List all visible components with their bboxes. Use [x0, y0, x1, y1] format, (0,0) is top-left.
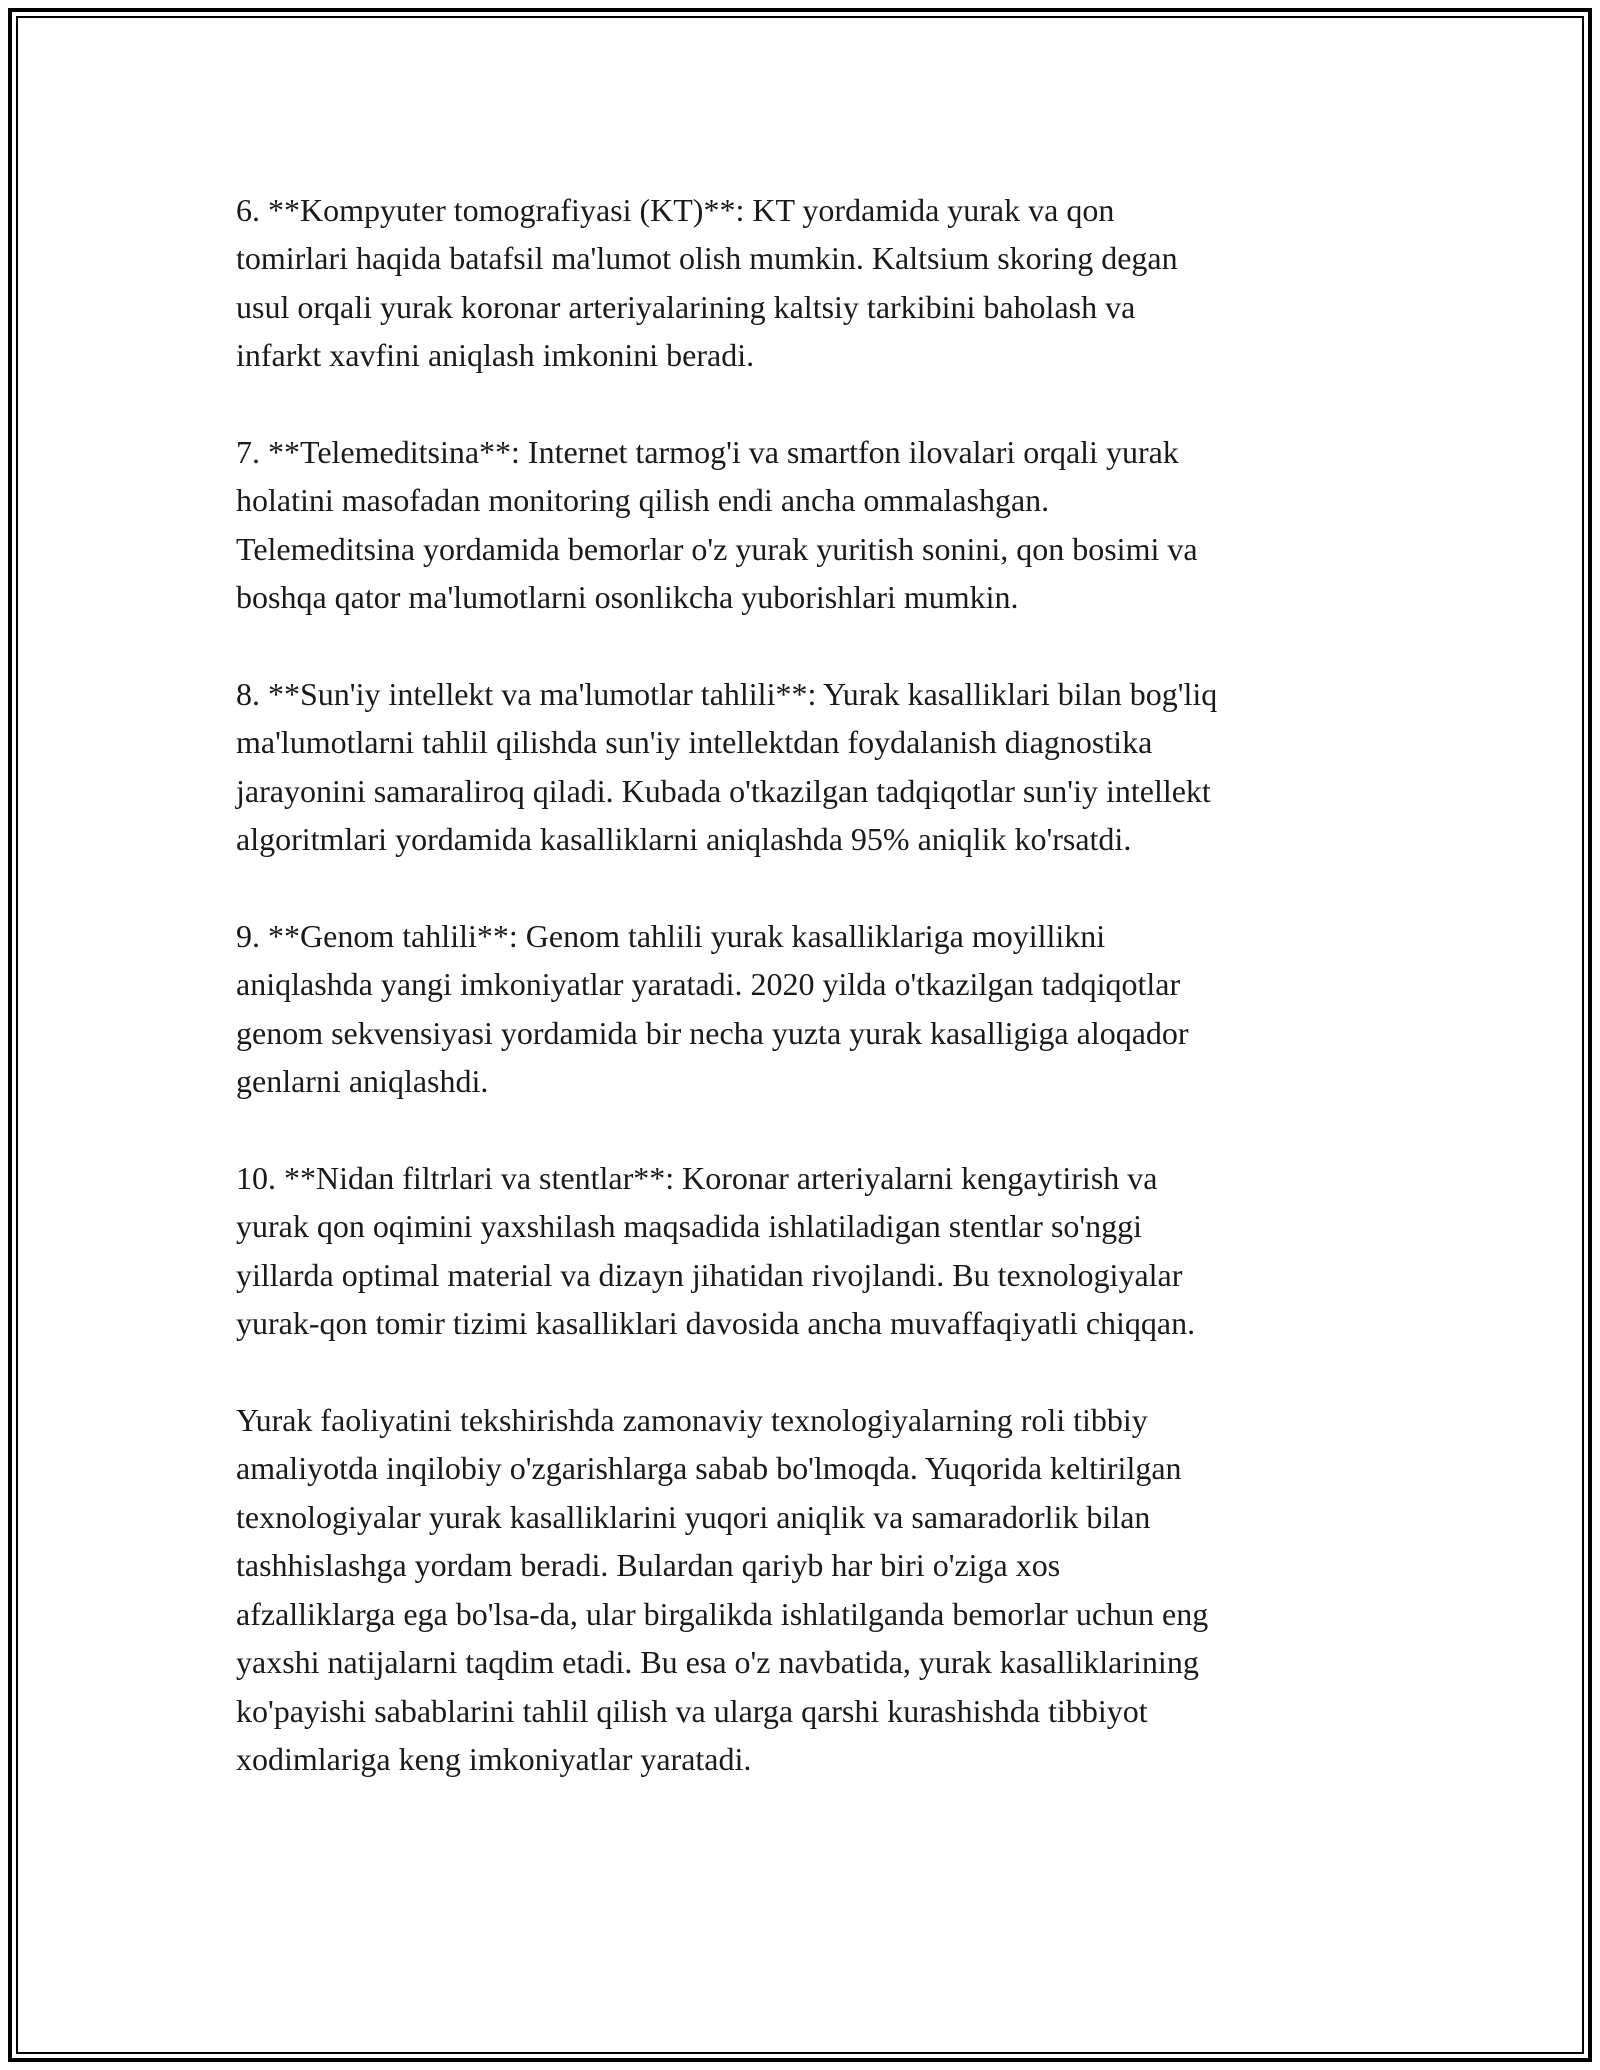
- paragraph-conclusion: Yurak faoliyatini tekshirishda zamonaviy texnologiyalarning roli tibbiy amaliyotda inqilobiy o'zgarishlarga sabab bo'lmoqda. Yuqorida keltirilgan texnologiyalar yurak kasalliklarini yuqori aniqlik va samaradorlik bilan tashhislashga yordam beradi. Bulardan qariyb har biri o'ziga xos afzalliklarga ega bo'lsa-da, ular birgalikda ishlatilganda bemorlar uchun eng yaxshi natijalarni taqdim etadi. Bu esa o'z navbatida, yurak kasalliklarining ko'payishi sabablarini tahlil qilish va ularga qarshi kurashishda tibbiyot xodimlariga keng imkoniyatlar yaratadi.: [236, 1402, 1209, 1777]
- paragraph-item-6-ct: 6. **Kompyuter tomografiyasi (KT)**: KT yordamida yurak va qon tomirlari haqida batafsil ma'lumot olish mumkin. Kaltsium skoring degan usul orqali yurak koronar arteriyalarining kaltsiy tarkibini baholash va infarkt xavfini aniqlash imkonini beradi.: [236, 192, 1178, 374]
- paragraph-item-8-ai: 8. **Sun'iy intellekt va ma'lumotlar tahlili**: Yurak kasalliklari bilan bog'liq ma'lumotlarni tahlil qilishda sun'iy intellektdan foydalanish diagnostika jarayonini samaraliroq qiladi. Kubada o'tkazilgan tadqiqotlar sun'iy intellekt algoritmlari yordamida kasalliklarni aniqlashda 95% aniqlik ko'rsatdi.: [236, 676, 1218, 858]
- paragraph-item-7-telemedicine: 7. **Telemeditsina**: Internet tarmog'i va smartfon ilovalari orqali yurak holatini masofadan monitoring qilish endi ancha ommalashgan. Telemeditsina yordamida bemorlar o'z yurak yuritish sonini, qon bosimi va boshqa qator ma'lumotlarni osonlikcha yuborishlari mumkin.: [236, 434, 1198, 616]
- document-body: [236, 186, 1386, 1783]
- paragraph-item-9-genome: 9. **Genom tahlili**: Genom tahlili yurak kasalliklariga moyillikni aniqlashda yangi imkoniyatlar yaratadi. 2020 yilda o'tkazilgan tadqiqotlar genom sekvensiyasi yordamida bir necha yuzta yurak kasalligiga aloqador genlarni aniqlashdi.: [236, 918, 1189, 1100]
- paragraph-item-10-stents: 10. **Nidan filtrlari va stentlar**: Koronar arteriyalarni kengaytirish va yurak qon oqimini yaxshilash maqsadida ishlatiladigan stentlar so'nggi yillarda optimal material va dizayn jihatidan rivojlandi. Bu texnologiyalar yurak-qon tomir tizimi kasalliklari davosida ancha muvaffaqiyatli chiqqan.: [236, 1160, 1196, 1342]
